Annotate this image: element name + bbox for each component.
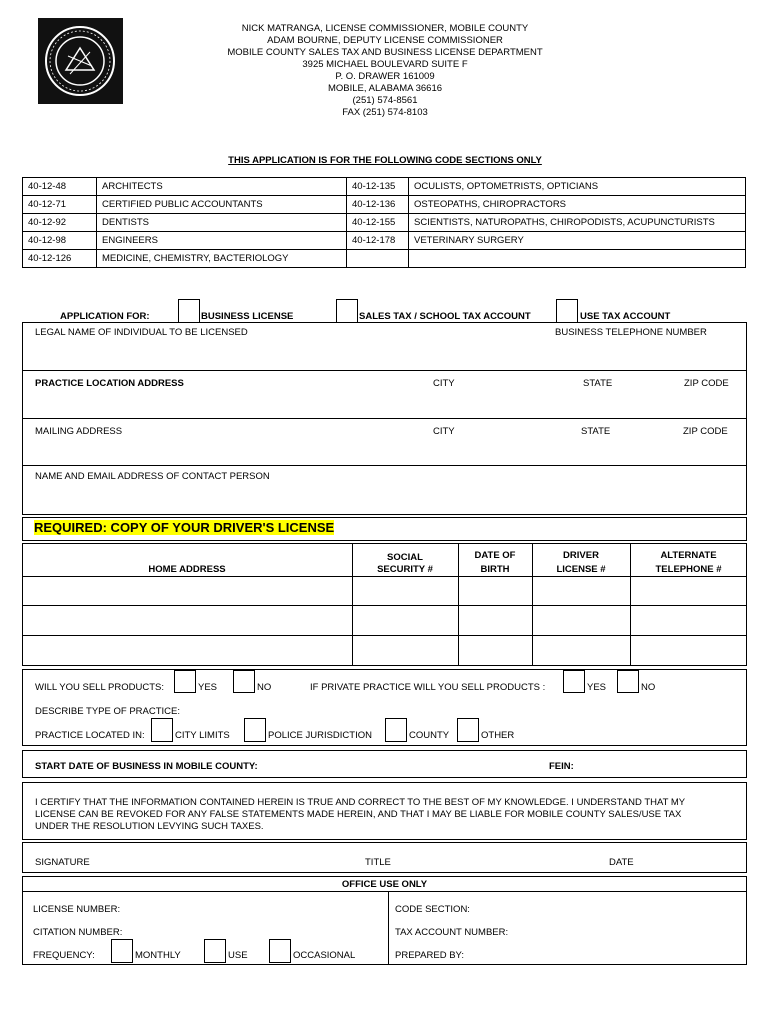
profession-cell: VETERINARY SURGERY xyxy=(409,232,746,250)
header-line: P. O. DRAWER 161009 xyxy=(335,71,435,82)
code-section-row xyxy=(23,196,746,214)
start-date-label: START DATE OF BUSINESS IN MOBILE COUNTY: xyxy=(35,761,258,772)
business-license-checkbox[interactable] xyxy=(178,299,200,323)
private-practice-no-label: NO xyxy=(641,682,656,693)
alt-phone-header-line2: TELEPHONE # xyxy=(655,564,722,575)
home-address-header: HOME ADDRESS xyxy=(148,564,226,575)
ssn-header-line2: SECURITY # xyxy=(377,564,433,575)
dl-header-line1: DRIVER xyxy=(563,550,599,561)
certification-line: UNDER THE RESOLUTION LEVYING SUCH TAXES. xyxy=(35,821,264,832)
code-sections-title: THIS APPLICATION IS FOR THE FOLLOWING CODE SECTIONS ONLY xyxy=(228,155,542,166)
profession-cell: DENTISTS xyxy=(97,214,347,232)
business-phone-label: BUSINESS TELEPHONE NUMBER xyxy=(555,327,707,338)
monthly-checkbox[interactable] xyxy=(111,939,133,963)
office-use-title: OFFICE USE ONLY xyxy=(341,879,428,890)
ssn-header-line1: SOCIAL xyxy=(387,552,423,563)
profession-cell: CERTIFIED PUBLIC ACCOUNTANTS xyxy=(97,196,347,214)
practice-zip-label: ZIP CODE xyxy=(684,378,729,389)
code-section-row xyxy=(23,232,746,250)
sales-tax-label: SALES TAX / SCHOOL TAX ACCOUNT xyxy=(359,311,531,322)
header-line: (251) 574-8561 xyxy=(352,95,418,106)
code-number-cell: 40-12-136 xyxy=(347,196,409,214)
code-number-cell xyxy=(347,250,409,268)
tax-account-number-label: TAX ACCOUNT NUMBER: xyxy=(395,927,509,938)
code-sections-table xyxy=(22,177,746,268)
private-practice-yes-checkbox[interactable] xyxy=(563,670,585,693)
use-tax-checkbox[interactable] xyxy=(556,299,578,323)
code-number-cell: 40-12-178 xyxy=(347,232,409,250)
certification-line: LICENSE CAN BE REVOKED FOR ANY FALSE STATEMENTS MADE HEREIN, AND THAT I MAY BE LIABLE FOR MOBILE COUNTY SALES/USE TAX xyxy=(35,809,682,820)
other-checkbox[interactable] xyxy=(457,718,479,742)
monthly-label: MONTHLY xyxy=(135,950,181,961)
sales-tax-checkbox[interactable] xyxy=(336,299,358,323)
county-checkbox[interactable] xyxy=(385,718,407,742)
code-section-label: CODE SECTION: xyxy=(395,904,470,915)
profession-cell xyxy=(409,250,746,268)
dl-header-line2: LICENSE # xyxy=(556,564,606,575)
code-number-cell: 40-12-98 xyxy=(23,232,97,250)
dob-header-line1: DATE OF xyxy=(474,550,516,561)
code-number-cell: 40-12-135 xyxy=(347,178,409,196)
frequency-label: FREQUENCY: xyxy=(33,950,95,961)
prepared-by-label: PREPARED BY: xyxy=(395,950,464,961)
profession-cell: MEDICINE, CHEMISTRY, BACTERIOLOGY xyxy=(97,250,347,268)
dob-header-line2: BIRTH xyxy=(480,564,510,575)
code-section-row xyxy=(23,178,746,196)
header-line: NICK MATRANGA, LICENSE COMMISSIONER, MOBILE COUNTY xyxy=(241,23,529,34)
other-label: OTHER xyxy=(481,730,515,741)
required-drivers-license-text: REQUIRED: COPY OF YOUR DRIVER'S LICENSE xyxy=(34,520,335,535)
profession-cell: OCULISTS, OPTOMETRISTS, OPTICIANS xyxy=(409,178,746,196)
code-number-cell: 40-12-92 xyxy=(23,214,97,232)
business-license-label: BUSINESS LICENSE xyxy=(201,311,294,322)
occasional-checkbox[interactable] xyxy=(269,939,291,963)
code-section-row xyxy=(23,214,746,232)
license-number-label: LICENSE NUMBER: xyxy=(33,904,121,915)
occasional-label: OCCASIONAL xyxy=(293,950,356,961)
code-number-cell: 40-12-126 xyxy=(23,250,97,268)
profession-cell: SCIENTISTS, NATUROPATHS, CHIROPODISTS, ACUPUNCTURISTS xyxy=(409,214,746,232)
sell-products-yes-label: YES xyxy=(198,682,218,693)
private-practice-yes-label: YES xyxy=(587,682,607,693)
header-line: ADAM BOURNE, DEPUTY LICENSE COMMISSIONER xyxy=(267,35,503,46)
profession-cell: ENGINEERS xyxy=(97,232,347,250)
header-line: 3925 MICHAEL BOULEVARD SUITE F xyxy=(302,59,468,70)
private-practice-no-checkbox[interactable] xyxy=(617,670,639,693)
practice-city-label: CITY xyxy=(433,378,455,389)
private-practice-question: IF PRIVATE PRACTICE WILL YOU SELL PRODUCTS : xyxy=(310,682,546,693)
date-label: DATE xyxy=(609,857,634,868)
contact-person-label: NAME AND EMAIL ADDRESS OF CONTACT PERSON xyxy=(35,471,270,482)
county-seal-icon xyxy=(38,18,123,104)
practice-type-label: DESCRIBE TYPE OF PRACTICE: xyxy=(35,706,180,717)
practice-address-label: PRACTICE LOCATION ADDRESS xyxy=(35,378,184,389)
department-header xyxy=(160,23,610,119)
code-number-cell: 40-12-71 xyxy=(23,196,97,214)
header-line: MOBILE, ALABAMA 36616 xyxy=(327,83,443,94)
signature-label: SIGNATURE xyxy=(35,857,90,868)
mailing-state-label: STATE xyxy=(581,426,611,437)
fein-label: FEIN: xyxy=(549,761,574,772)
sell-products-question: WILL YOU SELL PRODUCTS: xyxy=(35,682,164,693)
code-number-cell: 40-12-155 xyxy=(347,214,409,232)
police-jurisdiction-label: POLICE JURISDICTION xyxy=(268,730,372,741)
city-limits-checkbox[interactable] xyxy=(151,718,173,742)
use-label: USE xyxy=(228,950,248,961)
sell-products-no-checkbox[interactable] xyxy=(233,670,255,693)
use-checkbox[interactable] xyxy=(204,939,226,963)
legal-name-label: LEGAL NAME OF INDIVIDUAL TO BE LICENSED xyxy=(35,327,248,338)
mailing-address-label: MAILING ADDRESS xyxy=(35,426,123,437)
header-line: MOBILE COUNTY SALES TAX AND BUSINESS LICENSE DEPARTMENT xyxy=(227,47,543,58)
code-section-row xyxy=(23,250,746,268)
city-limits-label: CITY LIMITS xyxy=(175,730,230,741)
police-jurisdiction-checkbox[interactable] xyxy=(244,718,266,742)
alt-phone-header-line1: ALTERNATE xyxy=(660,550,717,561)
header-line: FAX (251) 574-8103 xyxy=(342,107,428,118)
sell-products-yes-checkbox[interactable] xyxy=(174,670,196,693)
title-label: TITLE xyxy=(365,857,391,868)
mailing-city-label: CITY xyxy=(433,426,455,437)
county-label: COUNTY xyxy=(409,730,450,741)
sell-products-no-label: NO xyxy=(257,682,272,693)
certification-line: I CERTIFY THAT THE INFORMATION CONTAINED HEREIN IS TRUE AND CORRECT TO THE BEST OF MY KNOWLEDGE. I UNDERSTAND THAT MY xyxy=(35,797,686,808)
code-number-cell: 40-12-48 xyxy=(23,178,97,196)
mailing-zip-label: ZIP CODE xyxy=(683,426,728,437)
profession-cell: OSTEOPATHS, CHIROPRACTORS xyxy=(409,196,746,214)
application-for-label: APPLICATION FOR: xyxy=(60,311,150,322)
use-tax-label: USE TAX ACCOUNT xyxy=(580,311,671,322)
practice-state-label: STATE xyxy=(583,378,613,389)
profession-cell: ARCHITECTS xyxy=(97,178,347,196)
citation-number-label: CITATION NUMBER: xyxy=(33,927,123,938)
practice-located-label: PRACTICE LOCATED IN: xyxy=(35,730,145,741)
